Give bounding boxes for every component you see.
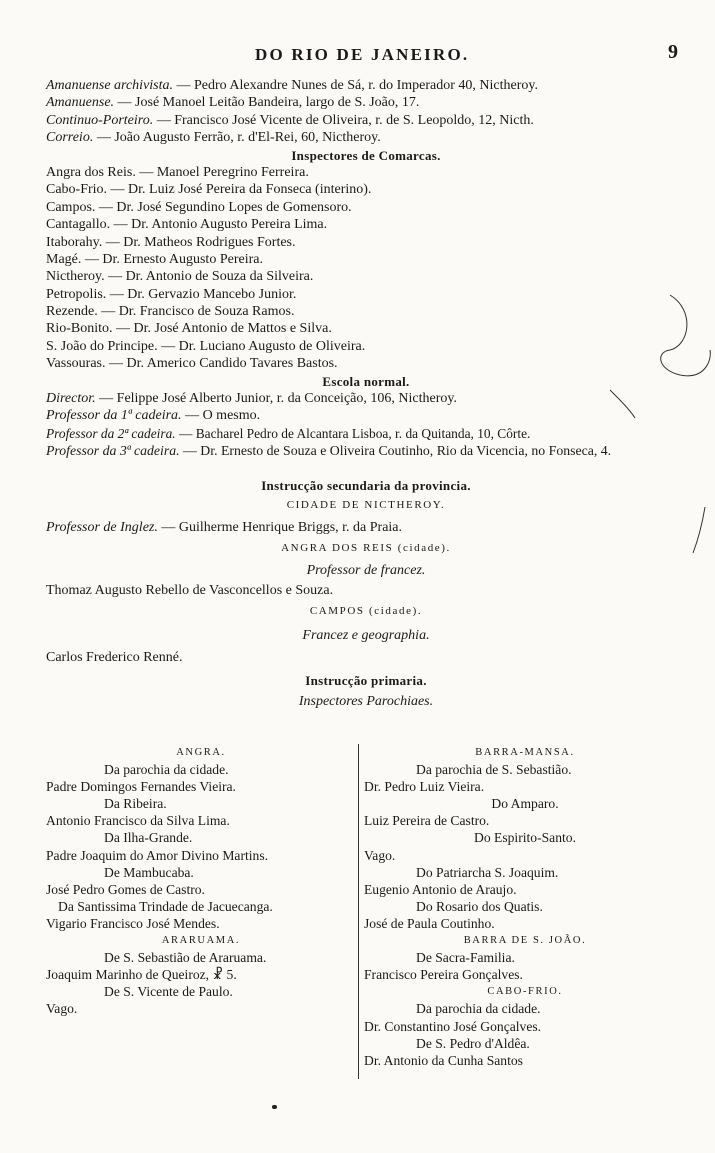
inspector-name: Francisco Pereira Gonçalves. xyxy=(364,967,523,983)
right-column xyxy=(364,744,686,1069)
main-text xyxy=(46,77,686,710)
professor-francez-name: Thomaz Augusto Rebello de Vasconcellos e Souza. xyxy=(46,582,334,598)
parish-group-heading: BARRA-MANSA. xyxy=(475,747,575,758)
escola-professor-1: Professor da 1ª cadeira. — O mesmo. xyxy=(46,408,261,424)
inspector-name: José de Paula Coutinho. xyxy=(364,915,495,931)
inspector-name: Padre Domingos Fernandes Vieira. xyxy=(46,779,236,795)
campos-professor-name: Carlos Frederico Renné. xyxy=(46,650,183,666)
heading-secundaria: Instrucção secundaria da provincia. xyxy=(261,478,471,493)
comarca-item: Itaborahy. — Dr. Matheos Rodrigues Fortes. xyxy=(46,234,296,250)
escola-director: Director. — Felippe José Alberto Junior, r. da Conceição, 106, Nictheroy. xyxy=(46,391,457,407)
escola-professor-3: Professor da 3ª cadeira. — Dr. Ernesto de Souza e Oliveira Coutinho, Rio da Vicencia, no Fonseca, 4. xyxy=(46,443,612,459)
comarca-item: Campos. — Dr. José Segundino Lopes de Gomensoro. xyxy=(46,199,352,215)
parish-name: Da parochia de S. Sebastião. xyxy=(416,762,572,778)
parish-group-heading: BARRA DE S. JOÃO. xyxy=(463,935,587,947)
comarca-item: Cabo-Frio. — Dr. Luiz José Pereira da Fonseca (interino). xyxy=(46,182,372,198)
column-divider xyxy=(358,744,359,1079)
inspector-name: José Pedro Gomes de Castro. xyxy=(46,881,205,897)
inspector-name: Vigario Francisco José Mendes. xyxy=(46,915,220,931)
comarca-item: Petropolis. — Dr. Gervazio Mancebo Junior. xyxy=(46,286,297,302)
inspector-name: Luiz Pereira de Castro. xyxy=(364,813,490,829)
inspector-name: Dr. Pedro Luiz Vieira. xyxy=(364,779,485,795)
parish-name: De S. Vicente de Paulo. xyxy=(104,984,233,1000)
left-column xyxy=(46,744,356,1018)
pen-mark-scribble xyxy=(600,290,715,420)
heading-primaria: Instrucção primaria. xyxy=(305,672,427,688)
footer-ornament xyxy=(272,1105,277,1109)
inspector-name: Antonio Francisco da Silva Lima. xyxy=(46,813,230,829)
comarca-item: Vassouras. — Dr. Americo Candido Tavares Bastos. xyxy=(46,356,338,372)
comarca-item: Rezende. — Dr. Francisco de Souza Ramos. xyxy=(46,304,295,320)
parish-name: De S. Pedro d'Aldêa. xyxy=(416,1035,530,1051)
entry-continuo-porteiro: Continuo-Porteiro. — Francisco José Vicente de Oliveira, r. de S. Leopoldo, 12, Nicth. xyxy=(46,112,534,128)
parish-name: Da parochia da cidade. xyxy=(416,1001,541,1017)
page-number: 9 xyxy=(668,41,678,63)
comarca-item: Angra dos Reis. — Manoel Peregrino Ferreira. xyxy=(46,164,309,180)
entry-correio: Correio. — João Augusto Ferrão, r. d'El-Rei, 60, Nictheroy. xyxy=(46,130,381,146)
parish-name: Do Patriarcha S. Joaquim. xyxy=(416,864,559,880)
comarca-item: S. João do Principe. — Dr. Luciano Augusto de Oliveira. xyxy=(46,338,366,354)
comarca-item: Rio-Bonito. — Dr. José Antonio de Mattos e Silva. xyxy=(46,321,332,337)
parish-name: Do Rosario dos Quatis. xyxy=(416,898,543,914)
page-header xyxy=(0,41,715,70)
page-title: DO RIO DE JANEIRO. xyxy=(255,45,470,64)
inspector-name: Joaquim Marinho de Queiroz, ☧ 5. xyxy=(46,967,237,983)
comarca-item: Magé. — Dr. Ernesto Augusto Pereira. xyxy=(46,251,263,267)
parish-name: Da Ilha-Grande. xyxy=(104,830,193,846)
escola-professor-2: Professor da 2ª cadeira. — Bacharel Pedro de Alcantara Lisboa, r. da Quitanda, 10, Côrte. xyxy=(46,425,531,441)
parish-name: Do Amparo. xyxy=(491,796,559,812)
entry-amanuense: Amanuense. — José Manoel Leitão Bandeira, largo de S. João, 17. xyxy=(46,95,420,111)
two-column-section xyxy=(46,744,686,1084)
parish-name: Da parochia da cidade. xyxy=(104,762,229,778)
parish-name: De Sacra-Familia. xyxy=(416,950,515,966)
inspector-name: Vago. xyxy=(364,847,396,863)
entry-amanuense-archivista: Amanuense archivista. — Pedro Alexandre Nunes de Sá, r. do Imperador 40, Nictheroy. xyxy=(46,78,538,93)
francez-geographia-label: Francez e geographia. xyxy=(302,627,430,643)
parish-name: De Mambucaba. xyxy=(104,864,194,880)
parish-name: De S. Sebastião de Araruama. xyxy=(104,950,267,966)
professor-francez-label: Professor de francez. xyxy=(306,562,426,578)
comarca-item: Nictheroy. — Dr. Antonio de Souza da Silveira. xyxy=(46,269,314,285)
parish-name: Do Espirito-Santo. xyxy=(474,830,576,846)
parish-group-heading: ARARUAMA. xyxy=(161,935,241,947)
inspector-name: Dr. Antonio da Cunha Santos xyxy=(364,1052,523,1068)
heading-comarcas: Inspectores de Comarcas. xyxy=(291,147,441,163)
professor-ingles: Professor de Inglez. — Guilherme Henrique Briggs, r. da Praia. xyxy=(46,519,403,535)
parish-name: Da Ribeira. xyxy=(104,796,167,812)
city-nictheroy: CIDADE DE NICTHEROY. xyxy=(286,499,446,512)
parish-name: Da Santissima Trindade de Jacuecanga. xyxy=(58,898,273,914)
campos-cidade: CAMPOS (cidade). xyxy=(309,605,423,618)
inspector-name: Padre Joaquim do Amor Divino Martins. xyxy=(46,847,269,863)
pen-mark-stroke xyxy=(690,505,710,555)
parish-group-heading: ANGRA. xyxy=(176,747,226,758)
heading-escola-normal: Escola normal. xyxy=(322,373,410,389)
inspector-name: Dr. Constantino José Gonçalves. xyxy=(364,1018,542,1034)
comarca-item: Cantagallo. — Dr. Antonio Augusto Pereira Lima. xyxy=(46,217,328,233)
subheading-inspectores-parochiaes: Inspectores Parochiaes. xyxy=(298,693,434,709)
inspector-name: Eugenio Antonio de Araujo. xyxy=(364,881,517,897)
angra-dos-reis-cidade: ANGRA DOS REIS (cidade). xyxy=(281,542,451,555)
inspector-name: Vago. xyxy=(46,1001,78,1017)
parish-group-heading: CABO-FRIO. xyxy=(487,986,563,998)
